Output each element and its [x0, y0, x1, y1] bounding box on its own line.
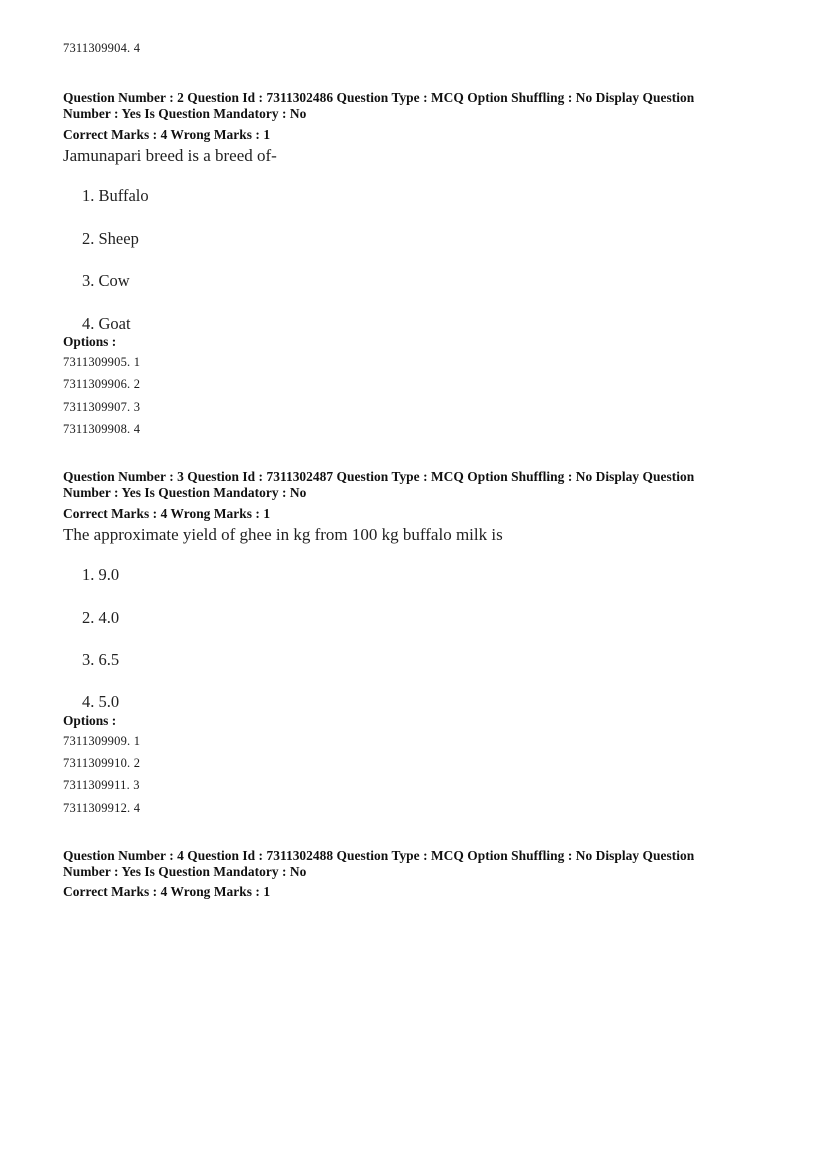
choice-item: 4. Goat — [82, 314, 131, 333]
option-number: 1 — [133, 355, 141, 369]
option-number: 4 — [133, 41, 141, 55]
question-meta-line2: Number : Yes Is Question Mandatory : No — [63, 864, 307, 879]
question-meta-line1: Question Number : 4 Question Id : 7311302488 Question Type : MCQ Option Shuffling : No Display Question — [63, 848, 695, 863]
question-text: The approximate yield of ghee in kg from 100 kg buffalo milk is — [63, 525, 503, 544]
choice-item: 4. 5.0 — [82, 692, 120, 711]
option-number: 3 — [133, 778, 140, 792]
option-id: 7311309905 — [63, 355, 128, 369]
options-label: Options : — [63, 713, 117, 728]
option-number: 4 — [133, 422, 141, 436]
options-label: Options : — [63, 334, 117, 349]
option-number: 3 — [133, 400, 141, 414]
option-row: 7311309911. 3 — [63, 778, 140, 792]
option-id: 7311309906 — [63, 377, 128, 391]
choice-item: 3. Cow — [82, 271, 130, 290]
option-id: 7311309910 — [63, 756, 128, 770]
option-row: 7311309908. 4 — [63, 422, 141, 436]
question-text: Jamunapari breed is a breed of- — [63, 146, 277, 165]
option-row: 7311309909. 1 — [63, 734, 141, 748]
option-number: 2 — [133, 377, 141, 391]
question-marks: Correct Marks : 4 Wrong Marks : 1 — [63, 127, 271, 142]
option-id: 7311309908 — [63, 422, 128, 436]
question-meta-line1: Question Number : 3 Question Id : 7311302487 Question Type : MCQ Option Shuffling : No Display Question — [63, 469, 695, 484]
option-id: 7311309911 — [63, 778, 127, 792]
option-row: 7311309907. 3 — [63, 400, 141, 414]
choice-item: 2. 4.0 — [82, 608, 120, 627]
question-marks: Correct Marks : 4 Wrong Marks : 1 — [63, 884, 271, 899]
question-marks: Correct Marks : 4 Wrong Marks : 1 — [63, 506, 271, 521]
choice-item: 3. 6.5 — [82, 650, 120, 669]
option-row: 7311309912. 4 — [63, 801, 141, 815]
question-meta-line2: Number : Yes Is Question Mandatory : No — [63, 106, 307, 121]
option-row: 7311309910. 2 — [63, 756, 141, 770]
question-meta-line1: Question Number : 2 Question Id : 7311302486 Question Type : MCQ Option Shuffling : No Display Question — [63, 90, 695, 105]
option-id: 7311309909 — [63, 734, 128, 748]
choice-item: 2. Sheep — [82, 229, 139, 248]
option-id: 7311309912 — [63, 801, 128, 815]
option-row: 7311309906. 2 — [63, 377, 141, 391]
choice-item: 1. 9.0 — [82, 565, 120, 584]
option-number: 1 — [133, 734, 141, 748]
option-id: 7311309904 — [63, 41, 128, 55]
option-id: 7311309907 — [63, 400, 128, 414]
question-meta-line2: Number : Yes Is Question Mandatory : No — [63, 485, 307, 500]
option-number: 4 — [133, 801, 141, 815]
option-row: 7311309905. 1 — [63, 355, 141, 369]
option-row-prev: 7311309904. 4 — [63, 41, 141, 55]
option-number: 2 — [133, 756, 141, 770]
choice-item: 1. Buffalo — [82, 186, 149, 205]
